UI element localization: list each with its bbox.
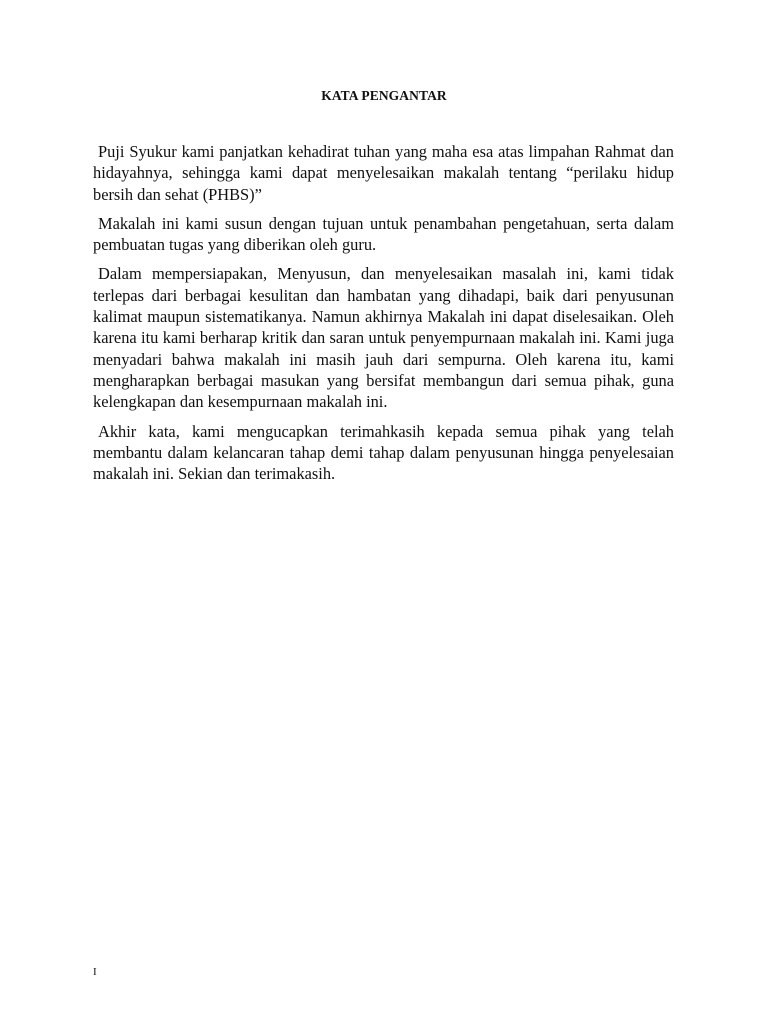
document-body [93,141,674,492]
page-number: I [93,966,97,978]
paragraph-2: Makalah ini kami susun dengan tujuan untuk penambahan pengetahuan, serta dalam pembuatan tugas yang diberikan oleh guru. [93,213,674,255]
page-title: KATA PENGANTAR [321,88,447,103]
paragraph-3: Dalam mempersiapakan, Menyusun, dan menyelesaikan masalah ini, kami tidak terlepas dari berbagai kesulitan dan hambatan yang dihadapi, baik dari penyusunan kalimat maupun sistematikanya. Namun akhirnya Makalah ini dapat diselesaikan. Oleh karena itu kami berharap kritik dan saran untuk penyempurnaan makalah ini. Kami juga menyadari bahwa makalah ini masih jauh dari sempurna. Oleh karena itu, kami mengharapkan berbagai masukan yang bersifat membangun dari semua pihak, guna kelengkapan dan kesempurnaan makalah ini. [93,264,674,412]
paragraph-4: Akhir kata, kami mengucapkan terimahkasih kepada semua pihak yang telah membantu dalam kelancaran tahap demi tahap dalam penyusunan hingga penyelesaian makalah ini. Sekian dan terimakasih. [93,421,674,484]
paragraph-1: Puji Syukur kami panjatkan kehadirat tuhan yang maha esa atas limpahan Rahmat dan hidayahnya, sehingga kami dapat menyelesaikan makalah tentang “perilaku hidup bersih dan sehat (PHBS)” [93,142,674,204]
